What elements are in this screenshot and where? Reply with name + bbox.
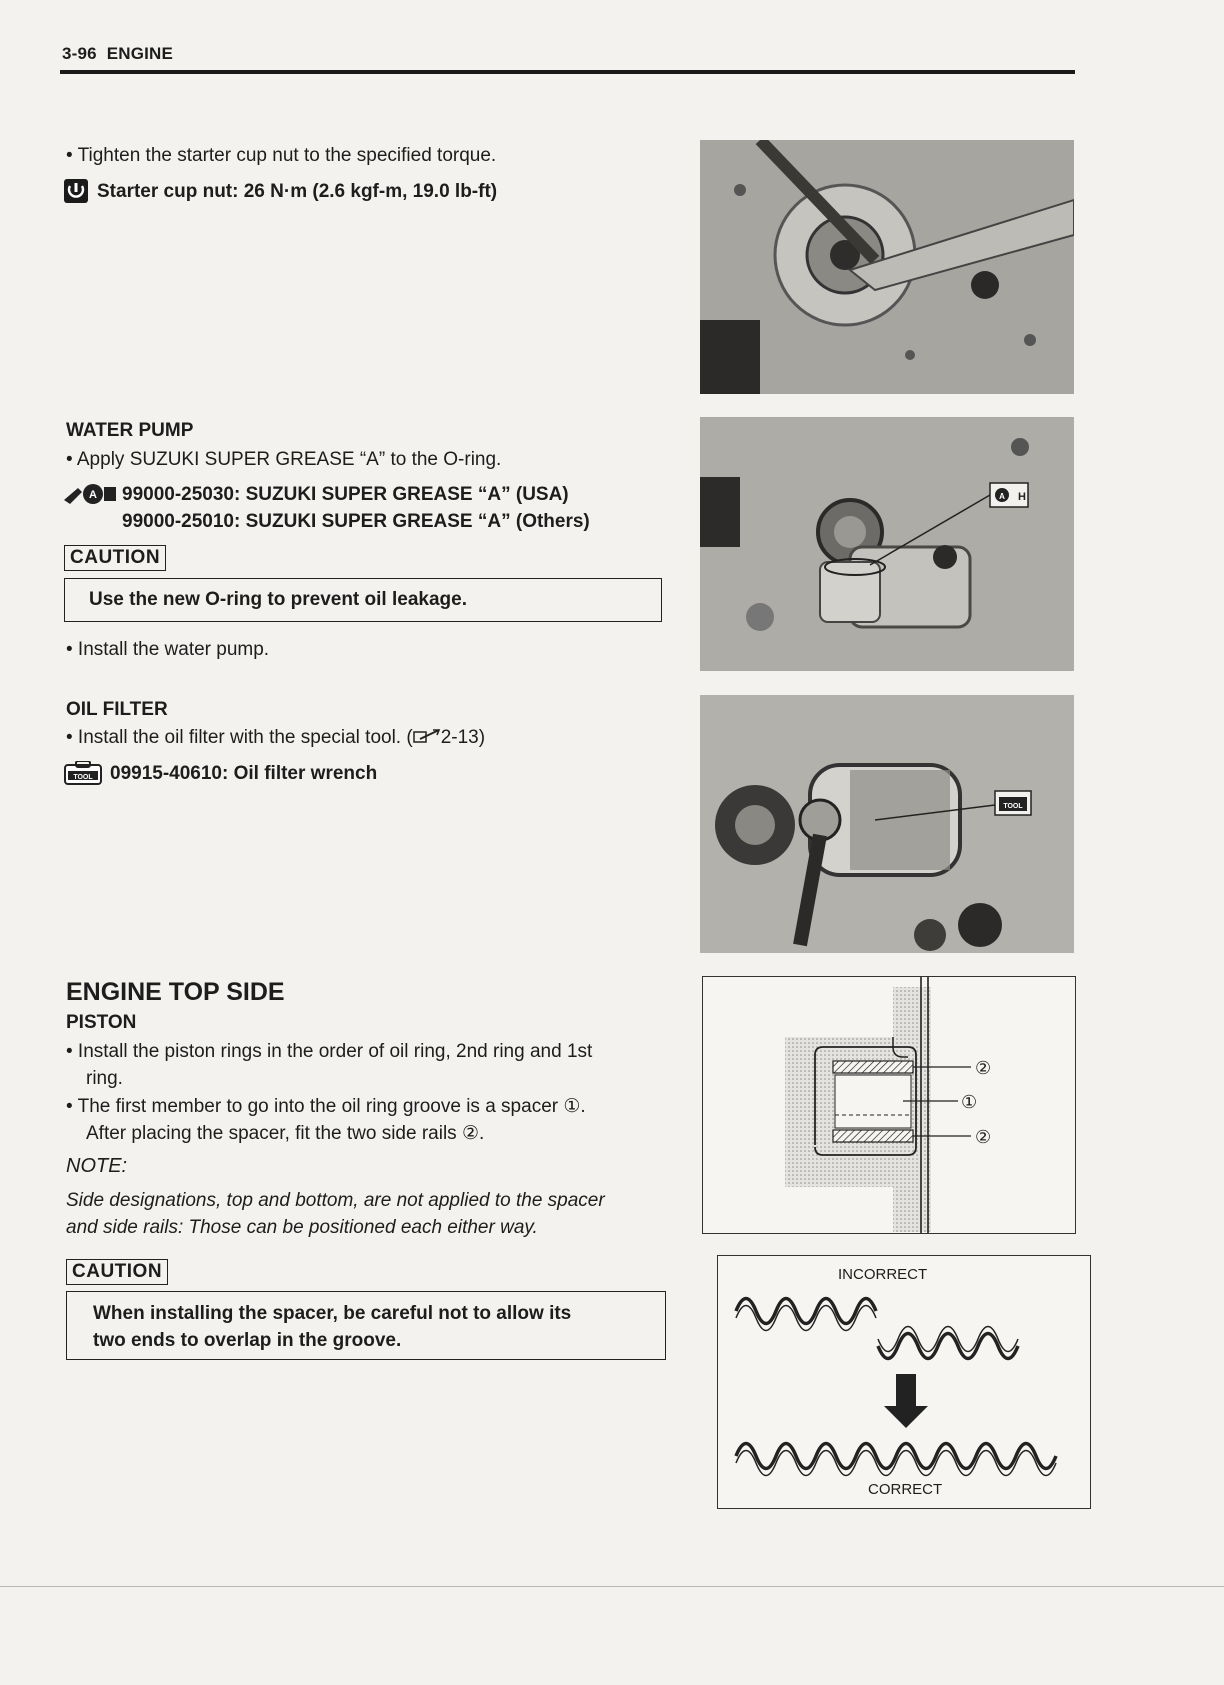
svg-text:TOOL: TOOL bbox=[1003, 803, 1023, 810]
photo-oil-filter bbox=[700, 695, 1074, 953]
torque-wrench-icon bbox=[64, 179, 88, 203]
special-tool-icon bbox=[64, 761, 102, 785]
water-pump-caution-text: Use the new O-ring to prevent oil leakage. bbox=[89, 589, 467, 610]
tool-badge-text: TOOL bbox=[73, 774, 93, 781]
svg-text:A: A bbox=[89, 489, 97, 501]
photo-water-pump bbox=[700, 417, 1074, 671]
water-pump-caution-box bbox=[64, 578, 662, 622]
svg-text:A: A bbox=[999, 492, 1005, 501]
starter-bullet: • Tighten the starter cup nut to the specified torque. bbox=[66, 145, 497, 166]
correct-label: CORRECT bbox=[868, 1481, 943, 1498]
grease-spec-others: 99000-25010: SUZUKI SUPER GREASE “A” (Others) bbox=[122, 511, 590, 532]
oil-filter-heading: OIL FILTER bbox=[66, 699, 168, 720]
piston-caution-label: CAUTION bbox=[66, 1259, 168, 1285]
note-line2: and side rails: Those can be positioned each either way. bbox=[66, 1217, 538, 1238]
page-header bbox=[62, 44, 173, 64]
page-ref-arrow-icon bbox=[413, 726, 441, 744]
engine-top-heading: ENGINE TOP SIDE bbox=[66, 978, 285, 1006]
callout-1: ① bbox=[961, 1092, 978, 1113]
oil-filter-tool-spec: 09915-40610: Oil filter wrench bbox=[110, 763, 378, 784]
section-title: ENGINE bbox=[106, 44, 174, 63]
svg-text:H: H bbox=[1018, 491, 1026, 503]
ring-overlap-diagram bbox=[717, 1255, 1091, 1509]
incorrect-label: INCORRECT bbox=[838, 1266, 928, 1283]
water-pump-heading: WATER PUMP bbox=[66, 420, 194, 441]
water-pump-bullet-grease: • Apply SUZUKI SUPER GREASE “A” to the O-ring. bbox=[66, 449, 502, 470]
piston-caution-line1: When installing the spacer, be careful not to allow its bbox=[93, 1303, 572, 1324]
header-rule bbox=[60, 70, 1075, 74]
piston-bullet2-line1: • The first member to go into the oil ring groove is a spacer ①. bbox=[66, 1096, 586, 1117]
page-bottom-rule bbox=[0, 1586, 1224, 1587]
piston-bullet1-line2: ring. bbox=[86, 1068, 123, 1089]
oil-filter-bullet-text: • Install the oil filter with the special tool. ( bbox=[66, 727, 413, 748]
page-ref: 3-96 bbox=[62, 44, 97, 63]
callout-2-bottom: ② bbox=[975, 1127, 992, 1148]
ring-groove-diagram bbox=[702, 976, 1076, 1234]
piston-bullet1-line1: • Install the piston rings in the order of oil ring, 2nd ring and 1st bbox=[66, 1041, 593, 1062]
piston-bullet2-line2: After placing the spacer, fit the two side rails ②. bbox=[86, 1123, 485, 1144]
water-pump-caution-label: CAUTION bbox=[64, 545, 166, 571]
starter-torque-spec: Starter cup nut: 26 N·m (2.6 kgf-m, 19.0 lb-ft) bbox=[97, 181, 498, 202]
oil-filter-ref: 2-13) bbox=[440, 727, 486, 748]
photo-starter-cup bbox=[700, 140, 1074, 394]
water-pump-bullet-install: • Install the water pump. bbox=[66, 639, 270, 660]
grease-spec-usa: 99000-25030: SUZUKI SUPER GREASE “A” (USA) bbox=[122, 484, 569, 505]
callout-2-top: ② bbox=[975, 1058, 992, 1079]
piston-caution-line2: two ends to overlap in the groove. bbox=[93, 1330, 402, 1351]
note-line1: Side designations, top and bottom, are not applied to the spacer bbox=[66, 1190, 605, 1211]
grease-A-icon bbox=[64, 482, 116, 506]
piston-caution-box bbox=[66, 1291, 666, 1360]
piston-heading: PISTON bbox=[66, 1012, 137, 1033]
oil-filter-bullet bbox=[66, 724, 485, 751]
note-label: NOTE: bbox=[66, 1155, 128, 1177]
